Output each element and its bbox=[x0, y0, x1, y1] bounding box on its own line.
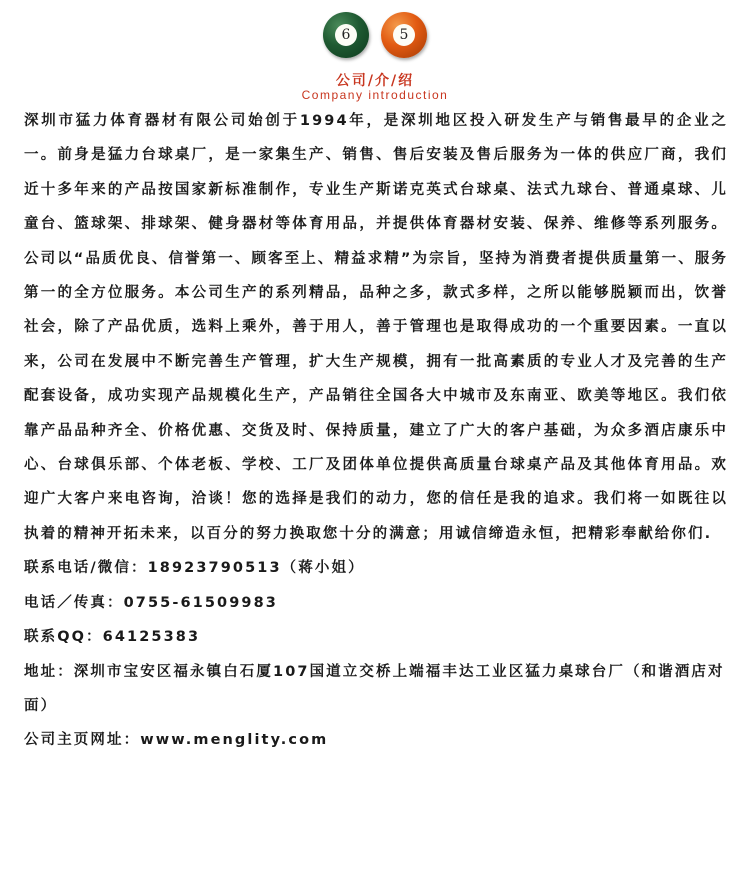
company-intro-content bbox=[24, 104, 728, 758]
contact-phone-wechat: 联系电话/微信：18923790513（蒋小姐） bbox=[24, 560, 365, 577]
ball-number: 6 bbox=[335, 24, 357, 46]
ball-number: 5 bbox=[393, 24, 415, 46]
billiard-ball-6-icon bbox=[323, 12, 369, 58]
section-title: 公司/介/绍 bbox=[335, 73, 415, 89]
section-subtitle: Company introduction bbox=[301, 88, 449, 102]
intro-paragraph: 深圳市猛力体育器材有限公司始创于1994年，是深圳地区投入研发生产与销售最早的企业之一。前身是猛力台球桌厂，是一家集生产、销售、售后安装及售后服务为一体的供应厂商，我们近十多年来的产品按国家新标准制作，专业生产斯诺克英式台球桌、法式九球台、普通桌球、儿童台、篮球架、排球架、健身器材等体育用品，并提供体育器材安装、保养、维修等系列服务。 公司以“品质优良、信誉第一、顾客至上、精益求精”为宗旨，坚持为消费者提供质量第一、服务第一的全方位服务。本公司生产的系列精品，品种之多，款式多样，之所以能够脱颖而出，饮誉社会，除了产品优质，选料上乘外，善于用人，善于管理也是取得成功的一个重要因素。一直以来，公司在发展中不断完善生产管理，扩大生产规模，拥有一批高素质的专业人才及完善的生产配套设备，成功实现产品规模化生产，产品销往全国各大中城市及东南亚、欧美等地区。我们依靠产品品种齐全、价格优惠、交货及时、保持质量，建立了广大的客户基础，为众多酒店康乐中心、台球俱乐部、个体老板、学校、工厂及团体单位提供高质量台球桌产品及其他体育用品。欢迎广大客户来电咨询，洽谈！您的选择是我们的动力，您的信任是我的追求。我们将一如既往以执着的精神开拓未来，以百分的努力换取您十分的满意；用诚信缔造永恒，把精彩奉献给你们. bbox=[24, 113, 728, 542]
header bbox=[0, 8, 750, 104]
billiard-ball-5-icon bbox=[381, 12, 427, 58]
contact-homepage[interactable]: 公司主页网址：www.menglity.com bbox=[24, 732, 329, 749]
contact-tel-fax: 电话／传真：0755-61509983 bbox=[24, 594, 278, 611]
contact-address: 地址：深圳市宝安区福永镇白石厦107国道立交桥上端福丰达工业区猛力桌球台厂（和谐酒店对面） bbox=[24, 663, 725, 714]
billiard-balls-logo bbox=[0, 8, 750, 68]
contact-qq: 联系QQ：64125383 bbox=[24, 629, 201, 646]
